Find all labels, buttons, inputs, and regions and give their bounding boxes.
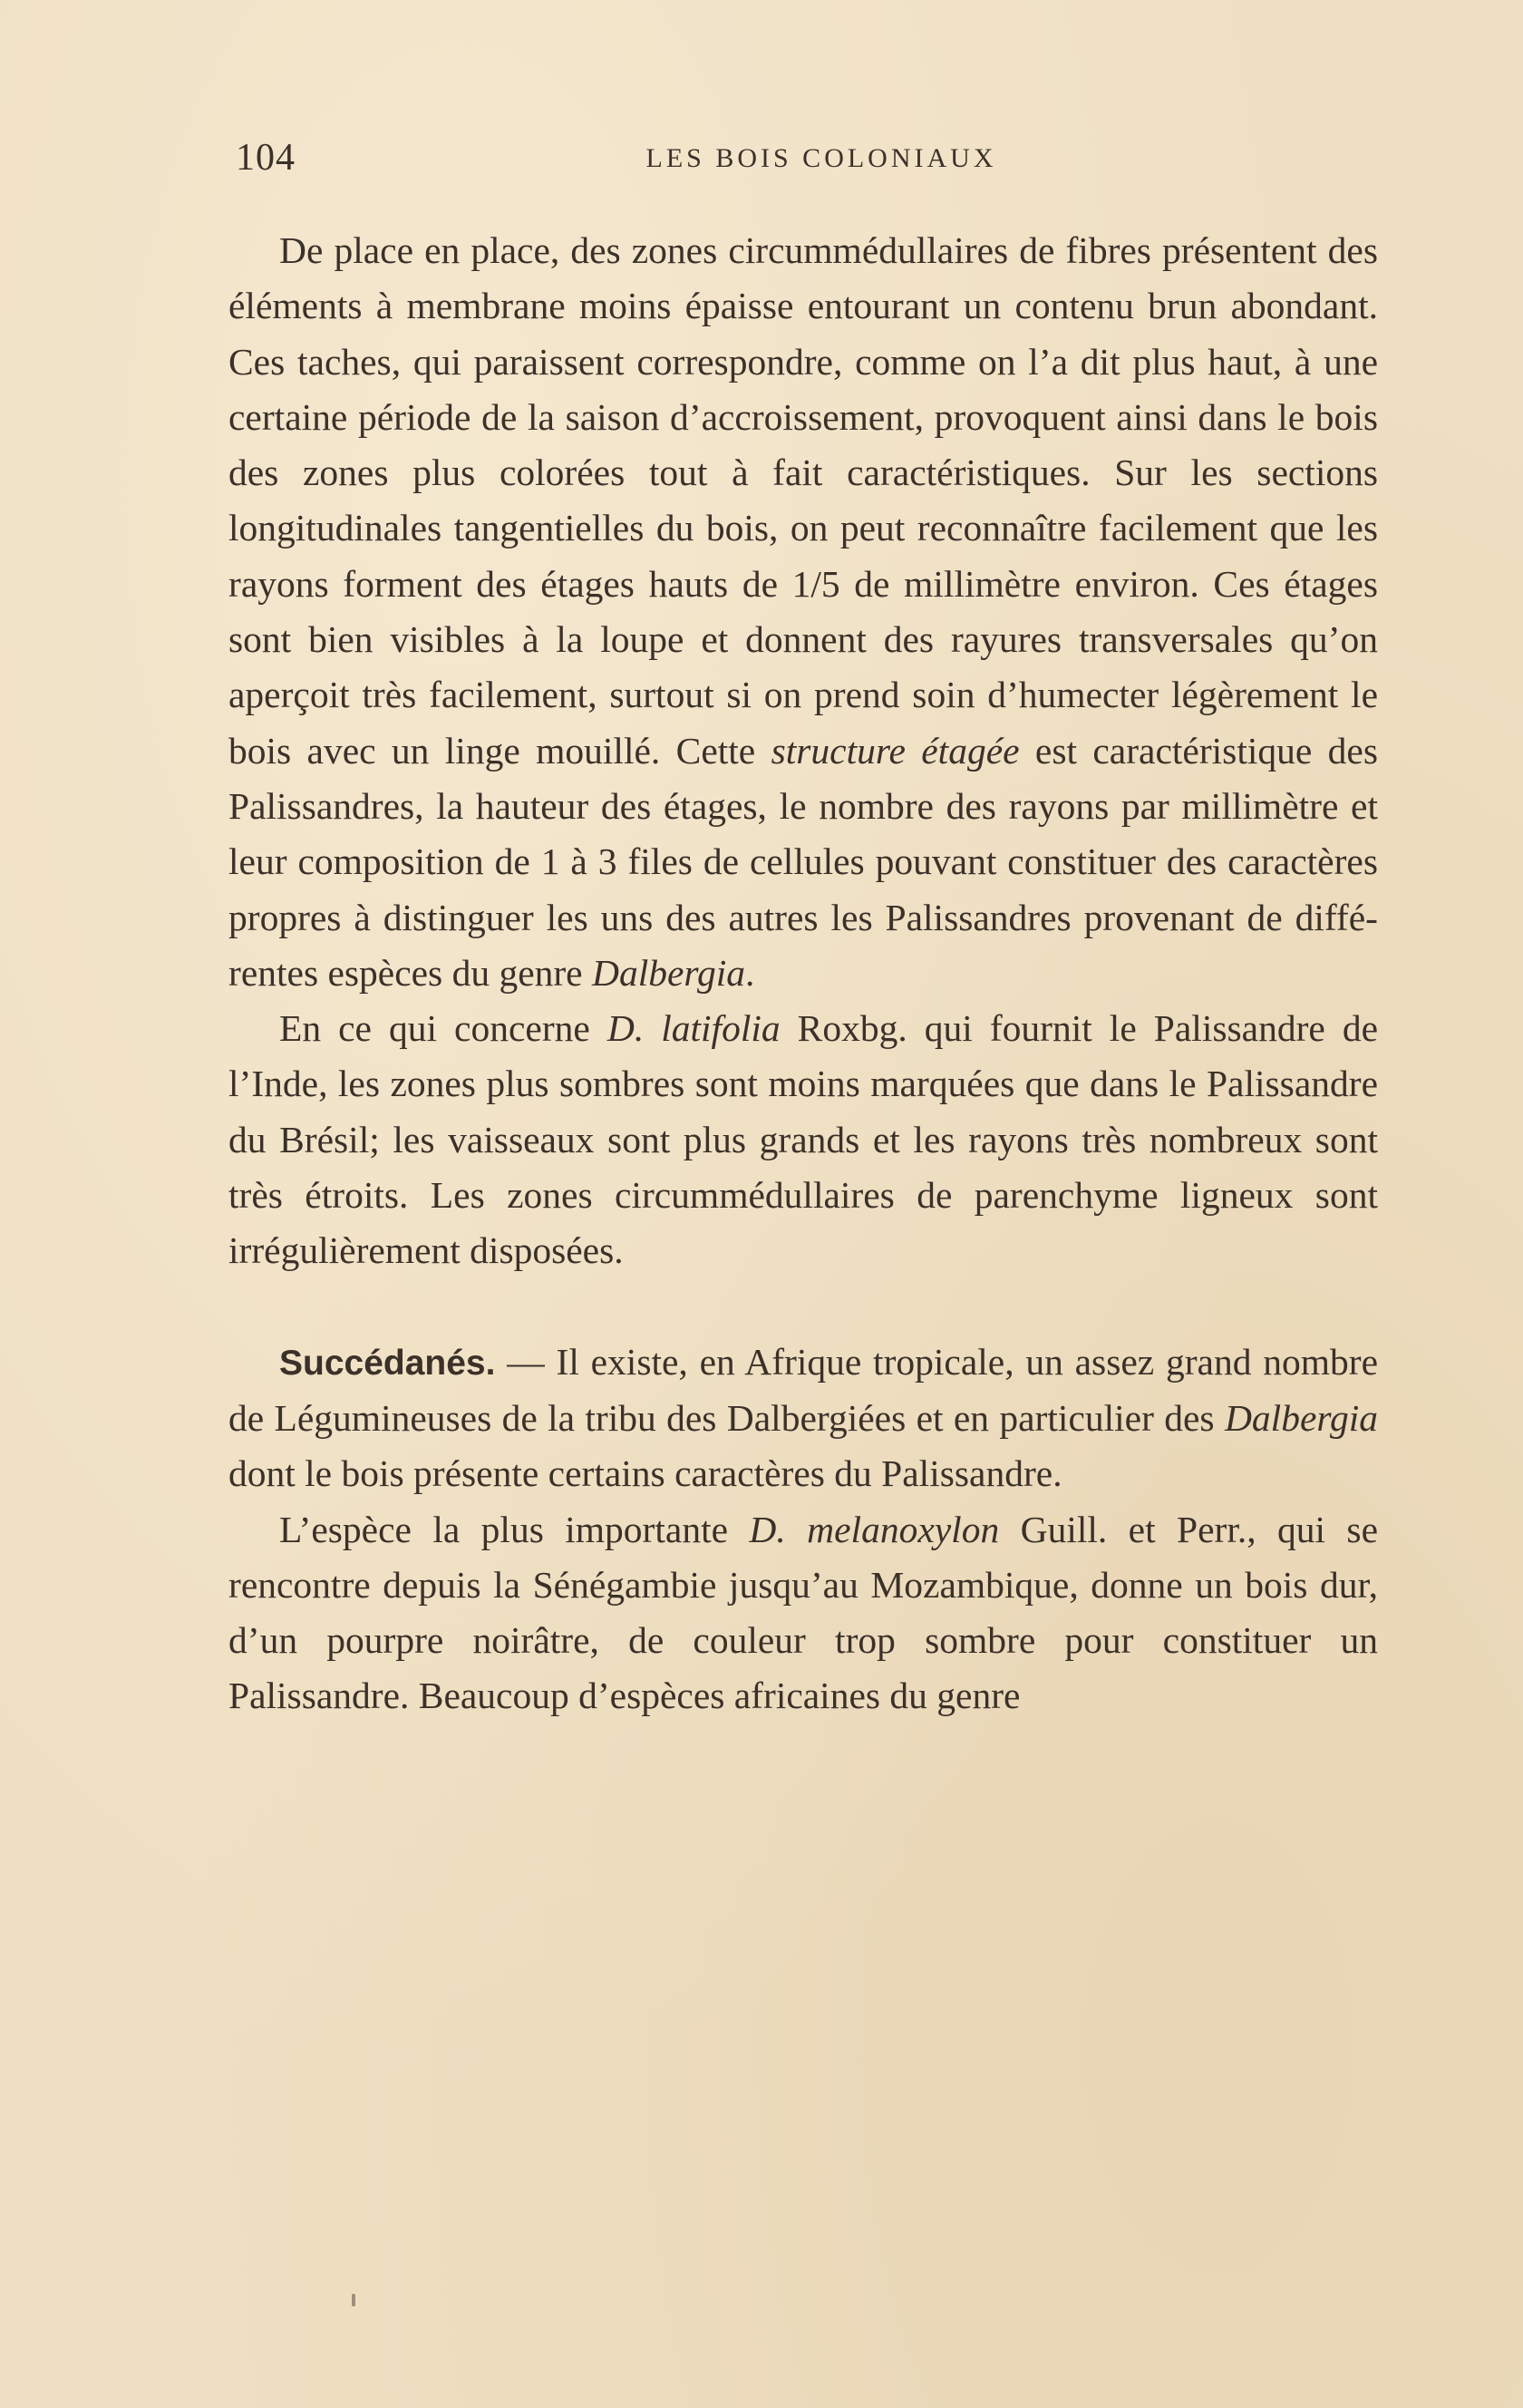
- body-text: [228, 223, 1378, 1724]
- paragraph-2: [228, 1001, 1378, 1278]
- running-head: [228, 136, 1378, 190]
- paragraph-4-text-b: Guill. et Perr., qui se rencontre depuis la Sénégambie jusqu’au Mozambique, donne un bois dur, d’un pourpre noirâtre, de couleur trop sombre pour constituer un Palissandre. Beaucoup d’espèces africaines du genre: [228, 1508, 1378, 1717]
- paragraph-3: [228, 1335, 1378, 1502]
- paragraph-1-italic-genus: Dalbergia: [591, 951, 746, 994]
- paragraph-1-text-b: est caractéristique des Palissandres, la hauteur des étages, le nombre des rayons par millimètre et leur composition de 1 à 3 files de cellules pouvant constituer des caractères propres à distinguer les uns des autres les Palissandres provenant de différentes espèces du genre: [228, 729, 1378, 994]
- paragraph-3-text-a: — Il existe, en Afrique tropicale, un assez grand nombre de Légumineuses de la tribu des Dalbergiées et en particulier des: [228, 1340, 1378, 1439]
- paragraph-2-italic-species: D. latifolia: [606, 1007, 781, 1050]
- paragraph-2-text-b: Roxbg. qui fournit le Palissandre de l’Inde, les zones plus sombres sont moins marquées que dans le Palissandre du Brésil; les vaisseaux sont plus grands et les rayons très nombreux sont très étroits. Les zones circummédullaires de parenchyme ligneux sont irrégulièrement disposées.: [228, 1007, 1379, 1272]
- paragraph-1: [228, 223, 1378, 1001]
- paragraph-1-italic-structure: structure étagée: [771, 729, 1020, 772]
- paragraph-2-text-a: En ce qui concerne: [279, 1007, 607, 1050]
- page-number: 104: [236, 137, 296, 179]
- paragraph-4-text-a: L’espèce la plus importante: [279, 1508, 750, 1550]
- paragraph-1-text-a: De place en place, des zones circummédullaires de fibres présentent des éléments à membrane moins épaisse entourant un contenu brun abondant. Ces taches, qui paraissent correspondre, comme on l’a dit plus haut, à une certaine période de la saison d’accroissement, provoquent ainsi dans le bois des zones plus colorées tout à fait caractéristiques. Sur les sections longitudinales tangentielles du bois, on peut reconnaître facilement que les rayons forment des étages hauts de 1/5 de millimètre environ. Ces étages sont bien visibles à la loupe et donnent des rayures transversales qu’on aperçoit très facilement, surtout si on prend soin d’humecter légèrement le bois avec un linge mouillé. Cette: [228, 229, 1378, 772]
- paragraph-3-italic-genus: Dalbergia: [1224, 1396, 1378, 1439]
- paragraph-1-text-c: .: [745, 951, 755, 994]
- paragraph-3-text-b: dont le bois présente certains caractères du Palissandre.: [228, 1452, 1062, 1495]
- paragraph-4-italic-species: D. melanoxylon: [749, 1508, 1000, 1550]
- print-speck: [352, 2294, 355, 2306]
- running-title: LES BOIS COLONIAUX: [645, 143, 997, 173]
- section-heading-succedanes: Succédanés.: [279, 1343, 496, 1383]
- paragraph-4: [228, 1502, 1378, 1724]
